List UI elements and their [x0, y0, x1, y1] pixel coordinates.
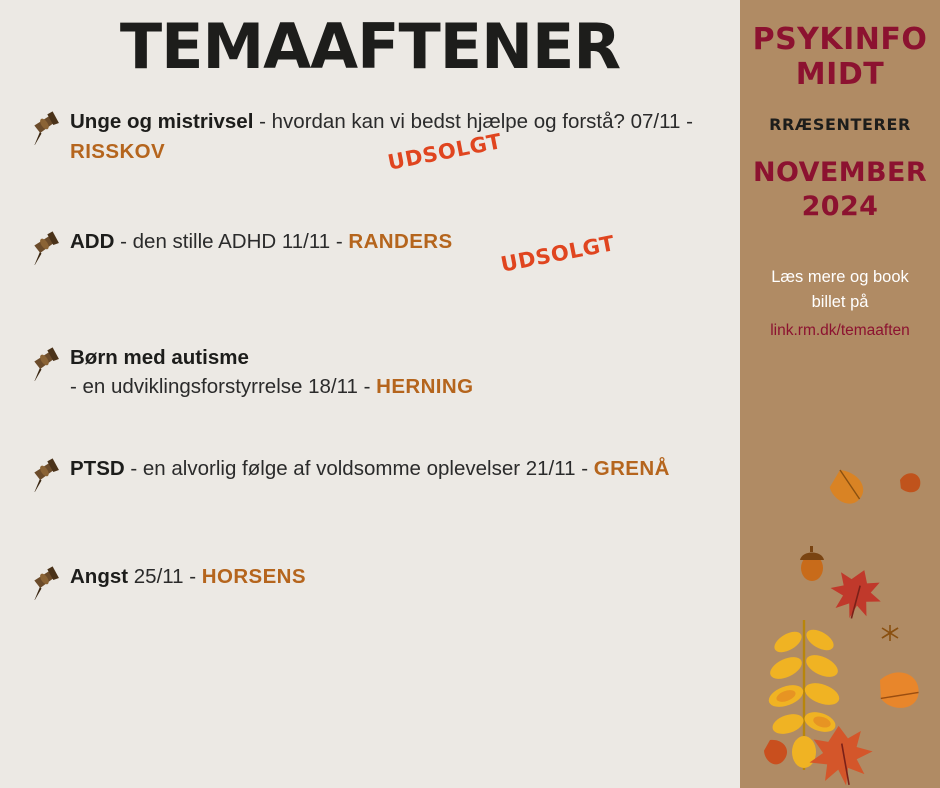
- list-item: [26, 343, 718, 402]
- pushpin-icon: [26, 458, 70, 492]
- status-badge: UDSOLGT: [385, 129, 504, 175]
- event-description: - den stille ADHD 11/11 -: [114, 229, 349, 253]
- booking-line-2: billet på: [811, 293, 869, 312]
- list-item: [26, 562, 718, 618]
- event-place: GRENÅ: [593, 456, 670, 480]
- booking-link[interactable]: link.rm.dk/temaaften: [770, 321, 910, 339]
- status-badge: UDSOLGT: [498, 230, 617, 277]
- event-place: HERNING: [376, 375, 474, 399]
- pushpin-icon: [26, 231, 70, 265]
- year-label: 2024: [801, 190, 879, 222]
- leaf-icon: [826, 468, 868, 509]
- month-label: NOVEMBER: [752, 156, 928, 188]
- pushpin-icon: [26, 111, 70, 145]
- event-text: [70, 107, 718, 175]
- leaf-icon: [875, 668, 922, 713]
- event-title: Unge og mistrivsel: [70, 110, 254, 134]
- autumn-leaves-decoration: [740, 440, 940, 788]
- month-year: [740, 156, 940, 224]
- event-text: [70, 562, 718, 592]
- event-description: - en alvorlig følge af voldsomme oplevelser 21/11 -: [124, 456, 594, 480]
- presents-label: RRÆSENTERER: [769, 114, 911, 134]
- event-text: [70, 343, 718, 402]
- list-item: [26, 454, 718, 510]
- event-description: 25/11 -: [128, 564, 202, 588]
- event-title: Børn med autisme: [70, 345, 249, 369]
- leaf-icon: [897, 471, 923, 496]
- page-title: TEMAAFTENER: [119, 10, 621, 83]
- event-title: Angst: [70, 564, 129, 588]
- list-item: [26, 107, 718, 175]
- event-description: - hvordan kan vi bedst hjælpe og forstå? 07/11 -: [253, 110, 693, 134]
- brand-line-2: MIDT: [795, 57, 885, 93]
- event-description: - en udviklingsforstyrrelse 18/11 -: [70, 375, 377, 399]
- event-text: [70, 454, 718, 484]
- maple-leaf-icon: [824, 563, 887, 625]
- acorn-icon: [800, 546, 824, 581]
- brand-name: [740, 0, 940, 93]
- event-list: [0, 107, 740, 618]
- event-title: ADD: [70, 229, 115, 253]
- pushpin-icon: [26, 566, 70, 600]
- event-place: HORSENS: [201, 564, 306, 588]
- list-item: [26, 227, 718, 283]
- brand-line-1: PSYKINFO: [752, 22, 928, 57]
- poster-sidebar: [740, 0, 940, 788]
- seed-icon: [882, 625, 898, 641]
- event-title: PTSD: [70, 456, 125, 480]
- event-place: RISSKOV: [70, 139, 166, 163]
- leaf-icon: [761, 737, 790, 767]
- booking-info: [740, 265, 940, 342]
- pushpin-icon: [26, 347, 70, 381]
- booking-line-1: Læs mere og book: [771, 268, 909, 287]
- event-place: RANDERS: [348, 229, 453, 253]
- event-text: [70, 227, 718, 277]
